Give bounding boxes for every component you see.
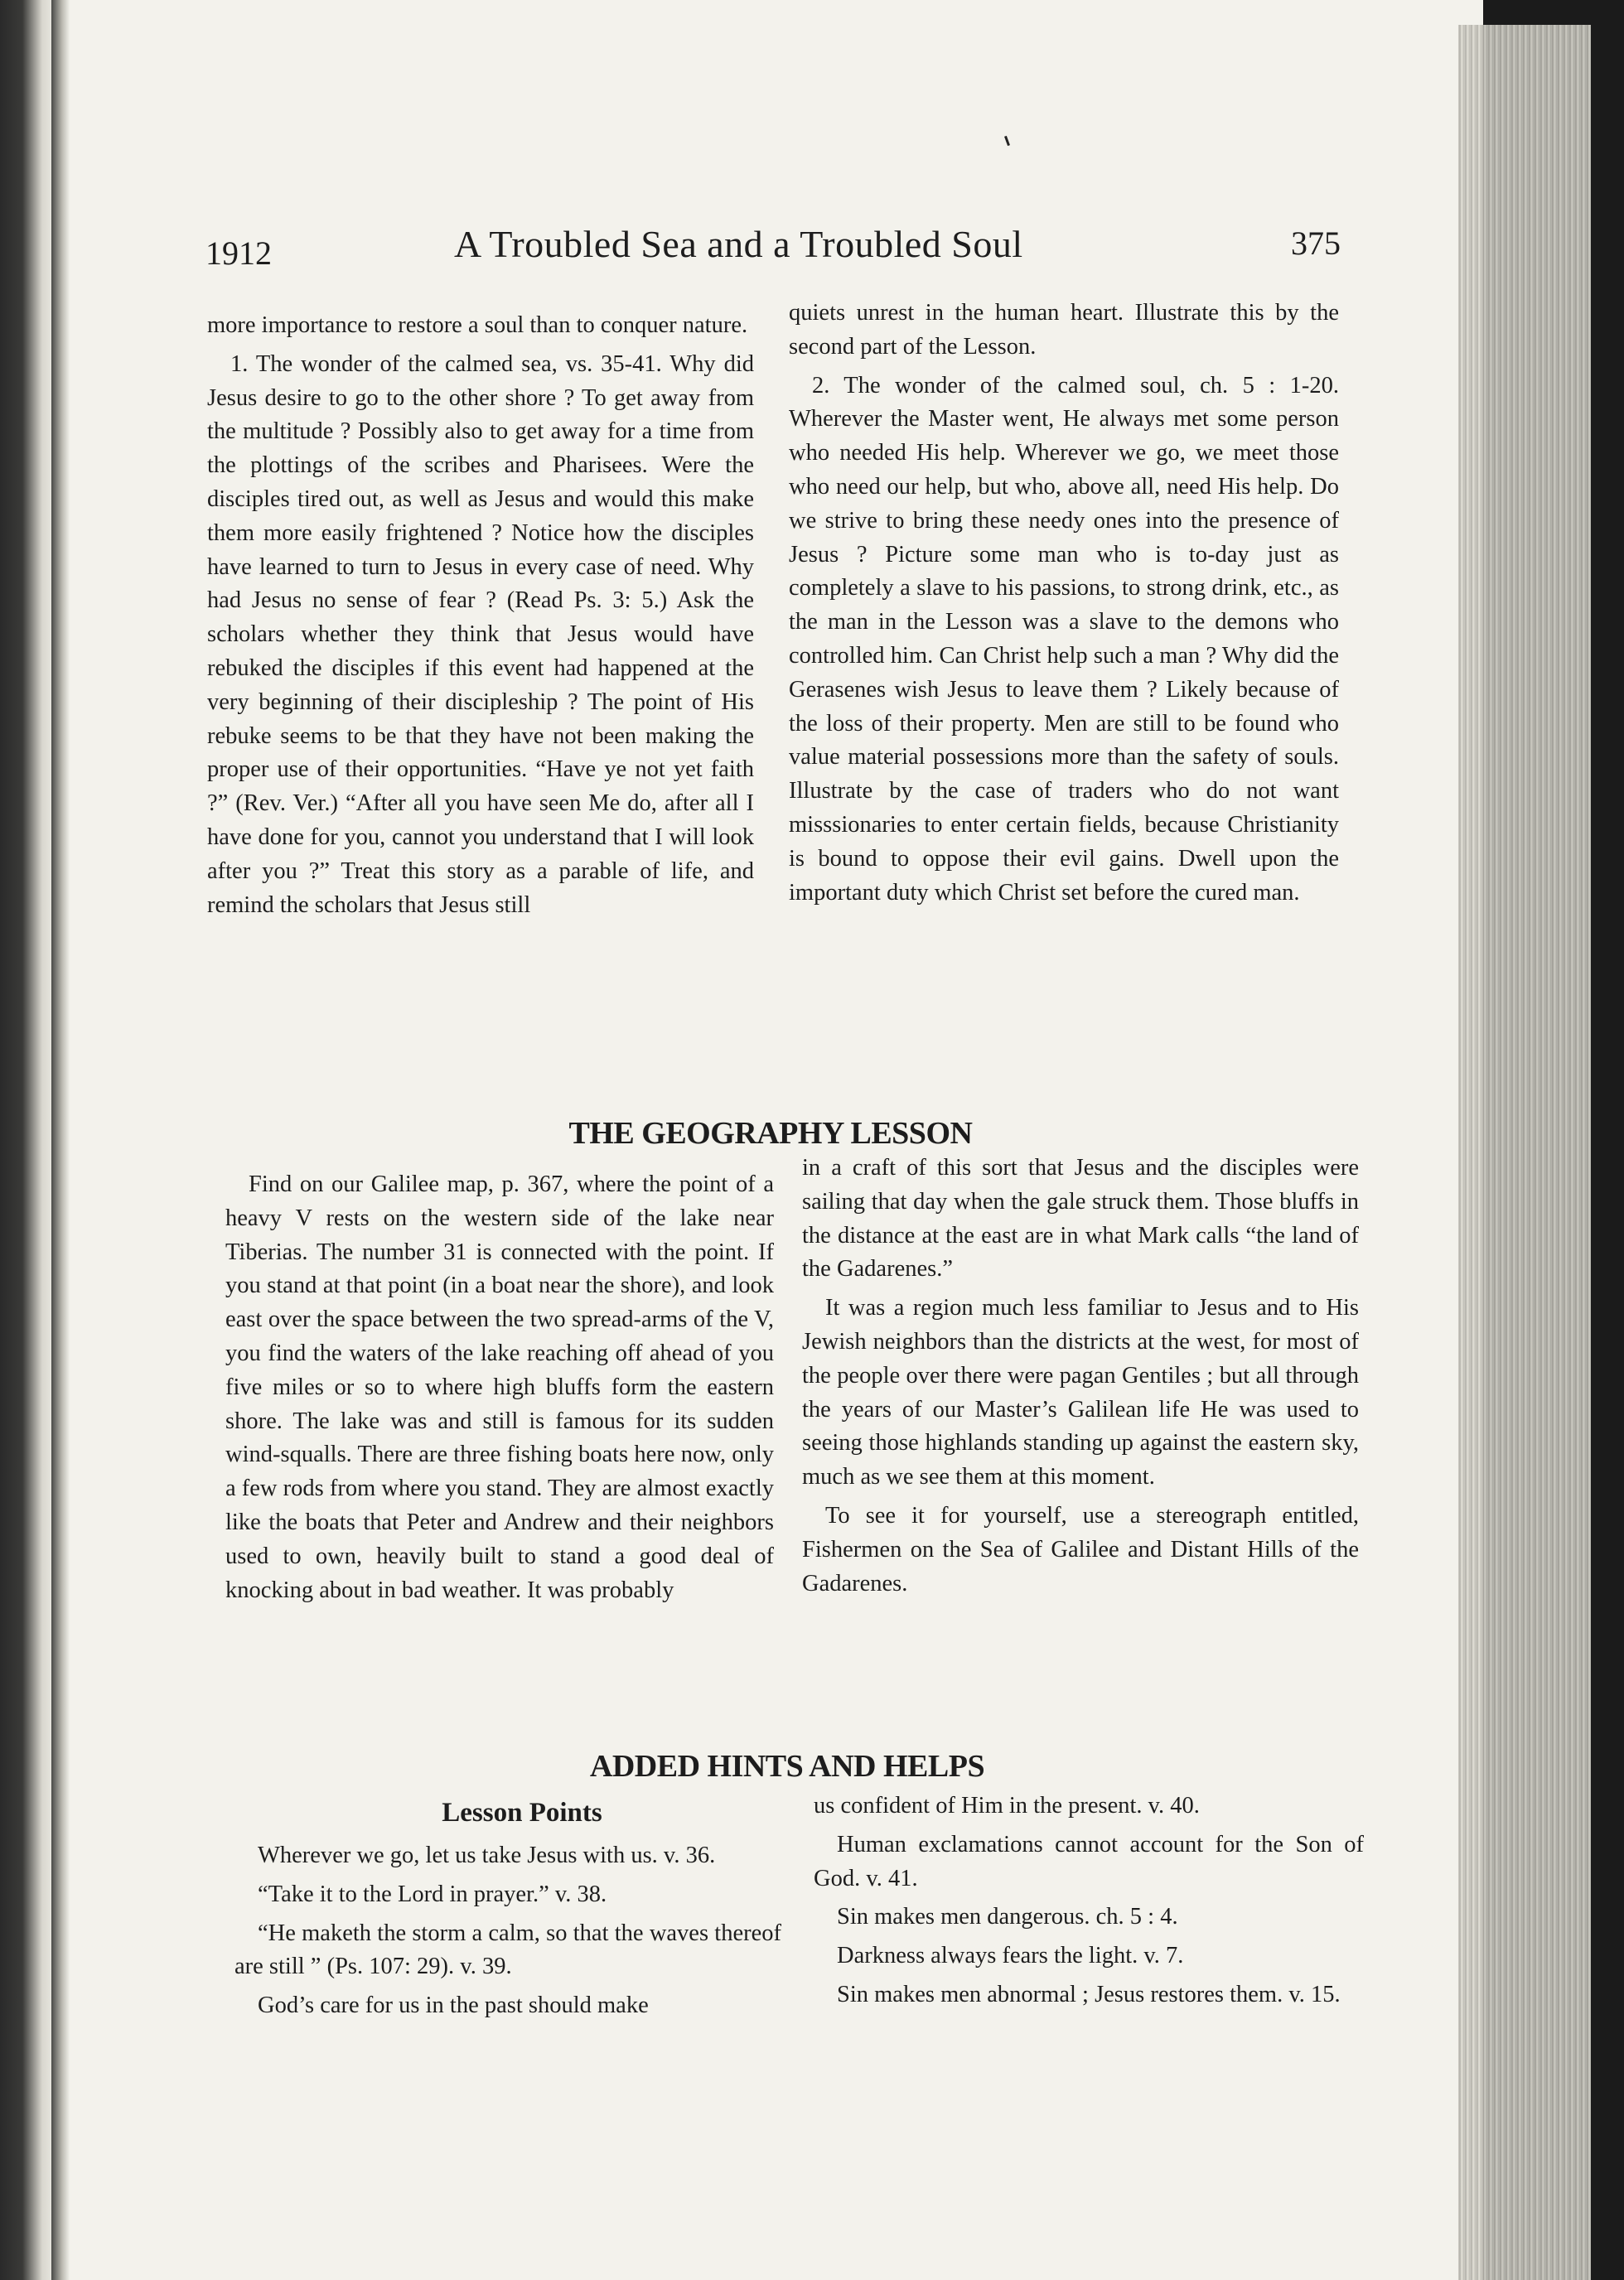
paragraph: 1. The wonder of the calmed sea, vs. 35-41. Why did Jesus desire to go to the other shore ? To get away from the multitude ? Possibly also to get away for a time from the plottings of the scribes and Pharisees. Were the disciples tired out, as well as Jesus and would this make them more easily frightened ? Notice how the disciples have learned to turn to Jesus in every case of need. Why had Jesus no sense of fear ? (Read Ps. 3: 5.) Ask the scholars whether they think that Jesus would have rebuked the disciples if this event had happened at the very beginning of their discipleship ? The point of His rebuke seems to be that they have not been making the proper use of their opportunities. “Have ye not yet faith ?” (Rev. Ver.) “After all you have seen Me do, after all I have done for you, cannot you understand that I will look after you ?” Treat this story as a parable of life, and remind the scholars that Jesus still (207, 350, 754, 918)
page-number: 375 (1291, 225, 1341, 262)
lesson-point: Darkness always fears the light. v. 7. (837, 1943, 1184, 1969)
left-page-edge (0, 0, 56, 2280)
paragraph: To see it for yourself, use a stereograph entitled, Fishermen on the Sea of Galilee and Distant Hills of the Gadarenes. (802, 1502, 1359, 1596)
section1-right-column (789, 297, 1339, 910)
scan-background (1591, 0, 1624, 2280)
paragraph: Find on our Galilee map, p. 367, where the point of a heavy V rests on the western side of the lake near Tiberias. The number 31 is connected with the point. If you stand at that point (in a boat near the shore), and look east over the space between the two spread-arms of the V, you find the waters of the lake reaching off ahead of you five miles or so to where high bluffs form the eastern shore. The lake was and still is famous for its sudden wind-squalls. There are three fishing boats here now, only a few rods from where you stand. They are almost exactly like the boats that Peter and Andrew and their neighbors used to own, heavily built to stand a good deal of knocking about in bad weather. It was probably (225, 1171, 774, 1603)
lesson-point: Wherever we go, let us take Jesus with us. v. 36. (258, 1843, 716, 1868)
lesson-point: Sin makes men abnormal ; Jesus restores them. v. 15. (837, 1981, 1341, 2007)
header-title: A Troubled Sea and a Troubled Soul (454, 223, 1023, 265)
hints-left-column (234, 1839, 781, 2023)
lesson-point: us confident of Him in the present. v. 40. (814, 1793, 1200, 1819)
lesson-point: God’s care for us in the past should make (258, 1993, 649, 2019)
paragraph: It was a region much less familiar to Jesus and to His Jewish neighbors than the districts at the west, for most of the people over there were pagan Gentiles ; but all through the years of our Master’s Galilean life He was used to seeing those highlands standing up against the eastern sky, much as we see them at this moment. (802, 1295, 1359, 1490)
lesson-point: “He maketh the storm a calm, so that the waves thereof are still ” (Ps. 107: 29). v. 39. (234, 1920, 781, 1980)
hints-heading: ADDED HINTS AND HELPS (589, 1749, 985, 1784)
geography-right-column (802, 1152, 1359, 1601)
page-stack-edge (1458, 25, 1591, 2280)
lesson-point: “Take it to the Lord in prayer.” v. 38. (258, 1881, 607, 1907)
running-header (205, 222, 1341, 275)
hints-right-column (814, 1790, 1364, 2012)
paragraph: 2. The wonder of the calmed soul, ch. 5 : 1-20. Wherever the Master went, He always met some person who needed His help. Wherever we go, we meet those who need our help, but who, above all, need His help. Do we strive to bring these needy ones into the presence of Jesus ? Picture some man who is to-day just as completely a slave to his passions, to strong drink, etc., as the man in the Lesson was a slave to the demons who controlled him. Can Christ help such a man ? Why did the Gerasenes wish Jesus to leave them ? Likely because of the loss of their property. Men are still to be found who value material possessions more than the safety of souls. Illustrate by the case of traders who do not want misssionaries to enter certain fields, because Christianity is bound to oppose their evil gains. Dwell upon the important duty which Christ set before the cured man. (789, 372, 1339, 906)
lesson-point: Human exclamations cannot account for the Son of God. v. 41. (814, 1831, 1364, 1891)
section1-left-column (207, 309, 754, 922)
paragraph: more importance to restore a soul than to conquer nature. (207, 312, 748, 338)
lesson-points-subheading: Lesson Points (442, 1798, 602, 1828)
geography-left-column (225, 1168, 774, 1607)
header-year: 1912 (205, 234, 272, 272)
geography-heading: THE GEOGRAPHY LESSON (568, 1116, 973, 1151)
paragraph: in a craft of this sort that Jesus and the disciples were sailing that day when the gale struck them. Those bluffs in the distance at the east are in what Mark calls “the land of the Gadarenes.” (802, 1155, 1359, 1282)
lesson-point: Sin makes men dangerous. ch. 5 : 4. (837, 1904, 1178, 1930)
book-gutter (51, 0, 70, 2280)
paragraph: quiets unrest in the human heart. Illustrate this by the second part of the Lesson. (789, 300, 1339, 360)
